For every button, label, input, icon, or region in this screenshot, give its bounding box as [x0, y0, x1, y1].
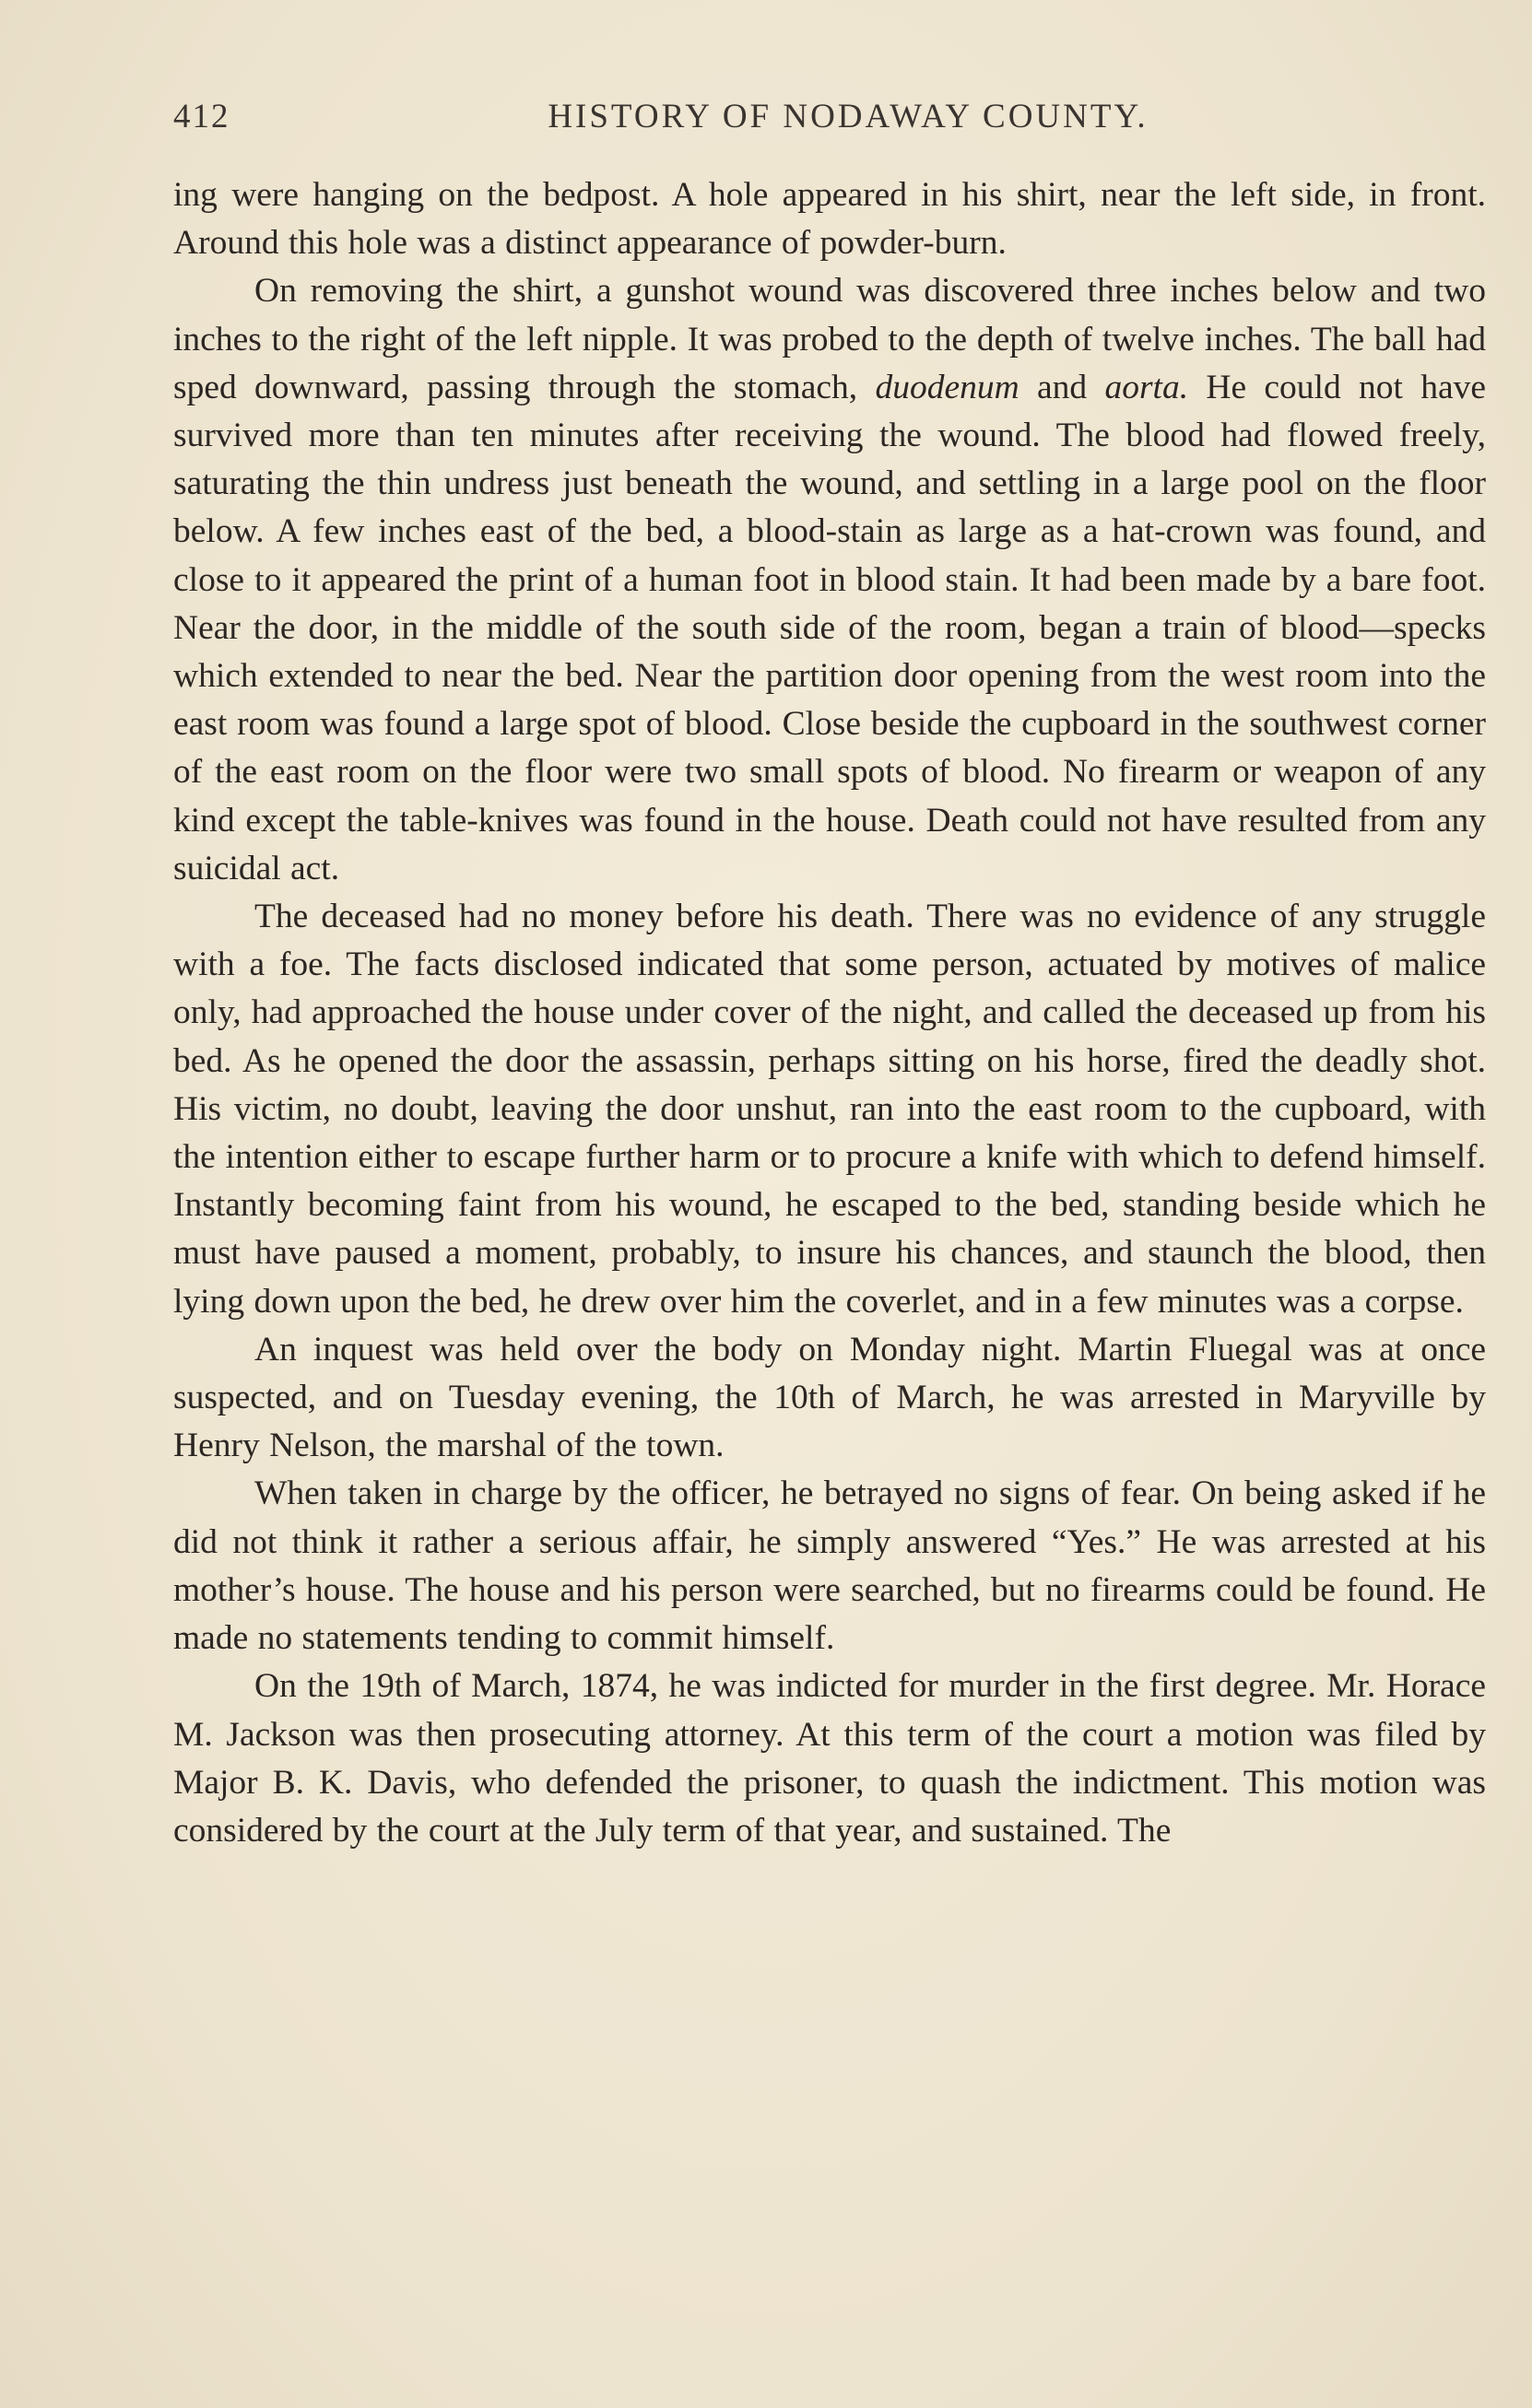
body-text: [173, 171, 1486, 1855]
paragraph-2-part-c: He could not have survived more than ten minutes after receiving the wound. The blood had flowed freely, saturating the thin undress just beneath the wound, and settling in a large pool on the floor below. A few inches east of the bed, a blood-stain as large as a hat-crown was found, and close to it appeared the print of a human foot in blood stain. It had been made by a bare foot. Near the door, in the middle of the south side of the room, began a train of blood—specks which extended to near the bed. Near the partition door opening from the west room into the east room was found a large spot of blood. Close beside the cupboard in the southwest corner of the east room on the floor were two small spots of blood. No firearm or weapon of any kind except the table-knives was found in the house. Death could not have resulted from any suicidal act.: [173, 368, 1486, 887]
paragraph-4: An inquest was held over the body on Monday night. Martin Fluegal was at once suspected, and on Tuesday evening, the 10th of March, he was arrested in Maryville by Henry Nelson, the marshal of the town.: [173, 1330, 1486, 1465]
paragraph-5: When taken in charge by the officer, he betrayed no signs of fear. On being asked if he did not think it rather a serious affair, he simply answered “Yes.” He was arrested at his mother’s house. The house and his person were searched, but no firearms could be found. He made no statements tending to commit himself.: [173, 1474, 1486, 1658]
paragraph-6: On the 19th of March, 1874, he was indicted for murder in the first degree. Mr. Horace M. Jackson was then prosecuting attorney. At this term of the court a motion was filed by Major B. K. Davis, who defended the prisoner, to quash the indictment. This motion was considered by the court at the July term of that year, and sustained. The: [173, 1667, 1486, 1850]
paragraph-2-part-a: On removing the shirt, a gunshot wound was discovered three inches below and two inches to the right of the left nipple. It was probed to the depth of twelve inches. The ball had sped downward, passing through the stomach,: [173, 272, 1486, 406]
page-number: 412: [173, 98, 230, 135]
paragraph-2: [173, 267, 1486, 893]
paragraph-1: ing were hanging on the bedpost. A hole appeared in his shirt, near the left side, in front. Around this hole was a distinct appearance of powder-burn.: [173, 176, 1486, 263]
page-header: [173, 97, 1486, 143]
italic-term-duodenum: duodenum: [875, 368, 1019, 406]
paragraph-3: The deceased had no money before his death. There was no evidence of any struggle with a foe. The facts disclosed indicated that some person, actuated by motives of malice only, had approached the house under cover of the night, and called the deceased up from his bed. As he opened the door the assassin, perhaps sitting on his horse, fired the deadly shot. His victim, no doubt, leaving the door unshut, ran into the east room to the cupboard, with the intention either to escape further harm or to procure a knife with which to defend himself. Instantly becoming faint from his wound, he escaped to the bed, standing beside which he must have paused a moment, probably, to insure his chances, and staunch the blood, then lying down upon the bed, he drew over him the coverlet, and in a few minutes was a corpse.: [173, 898, 1486, 1321]
italic-term-aorta: aorta.: [1104, 368, 1189, 406]
paragraph-2-part-b: and: [1019, 368, 1105, 406]
running-title: HISTORY OF NODAWAY COUNTY.: [548, 98, 1149, 135]
